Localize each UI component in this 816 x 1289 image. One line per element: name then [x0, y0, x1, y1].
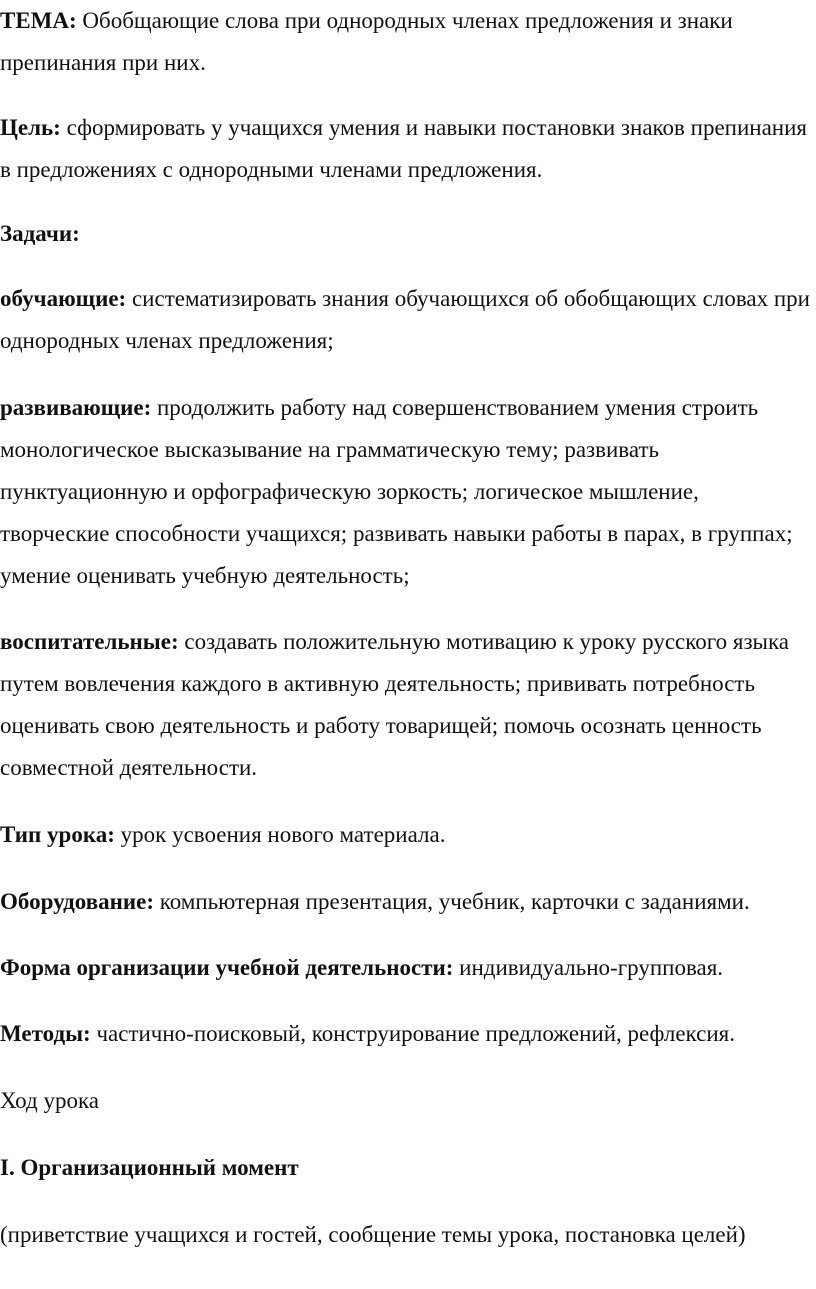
- equipment-label: Оборудование:: [0, 889, 154, 914]
- educational-paragraph: [0, 621, 812, 789]
- developing-paragraph: [0, 387, 812, 597]
- equipment-paragraph: [0, 881, 812, 923]
- equipment-text: компьютерная презентация, учебник, карточки с заданиями.: [153, 889, 750, 914]
- section1-heading: [0, 1147, 812, 1189]
- section1-paragraph: [0, 1214, 812, 1256]
- lesson-type-text: урок усвоения нового материала.: [114, 822, 446, 847]
- lesson-type-paragraph: [0, 814, 812, 856]
- teaching-text: систематизировать знания обучающихся об обобщающих словах при однородных членах предложения;: [0, 286, 810, 353]
- methods-label: Методы:: [0, 1021, 91, 1046]
- topic-paragraph: [0, 0, 812, 84]
- section1-text: (приветствие учащихся и гостей, сообщение темы урока, постановка целей): [0, 1222, 746, 1247]
- form-label: Форма организации учебной деятельности:: [0, 955, 454, 980]
- lesson-type-label: Тип урока:: [0, 822, 115, 847]
- topic-text: Обобщающие слова при однородных членах предложения и знаки препинания при них.: [0, 8, 733, 75]
- goal-paragraph: [0, 107, 812, 191]
- teaching-paragraph: [0, 278, 812, 362]
- goal-text: сформировать у учащихся умения и навыки постановки знаков препинания в предложениях с однородными членами предложения.: [0, 115, 807, 182]
- teaching-label: обучающие:: [0, 286, 127, 311]
- form-paragraph: [0, 947, 812, 989]
- goal-label: Цель:: [0, 115, 61, 140]
- educational-label: воспитательные:: [0, 629, 179, 654]
- section1-heading-text: I. Организационный момент: [0, 1155, 299, 1180]
- educational-text: создавать положительную мотивацию к уроку русского языка путем вовлечения каждого в активную деятельность; прививать потребность оценивать свою деятельность и работу товарищей; помочь осознать ценность совместной деятельности.: [0, 629, 790, 780]
- developing-text: продолжить работу над совершенствованием умения строить монологическое высказывание на грамматическую тему; развивать пунктуационную и орфографическую зоркость; логическое мышление, творческие способности учащихся; развивать навыки работы в парах, в группах; умение оценивать учебную деятельность;: [0, 395, 793, 588]
- topic-label: ТЕМА:: [0, 8, 77, 33]
- tasks-heading-label: Задачи:: [0, 221, 80, 246]
- tasks-heading: [0, 213, 812, 255]
- lesson-flow-text: Ход урока: [0, 1088, 99, 1113]
- developing-label: развивающие:: [0, 395, 152, 420]
- methods-text: частично-поисковый, конструирование предложений, рефлексия.: [90, 1021, 735, 1046]
- methods-paragraph: [0, 1013, 812, 1055]
- lesson-flow-heading: [0, 1080, 812, 1122]
- form-text: индивидуально-групповая.: [453, 955, 724, 980]
